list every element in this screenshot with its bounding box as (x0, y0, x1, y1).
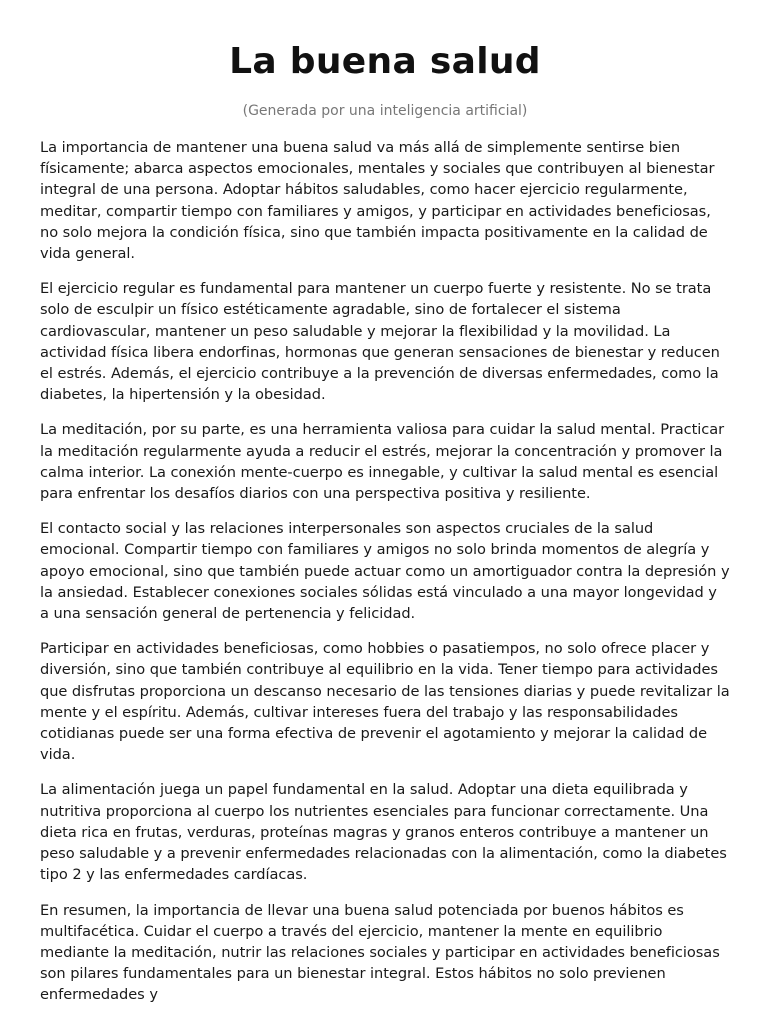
paragraph-exercise: El ejercicio regular es fundamental para mantener un cuerpo fuerte y resistente. No se trata solo de esculpir un físico estéticamente agradable, sino de fortalecer el sistema cardiovascular, mantener un peso saludable y mejorar la flexibilidad y la movilidad. La actividad física libera endorfinas, hormonas que generan sensaciones de bienestar y reducen el estrés. Además, el ejercicio contribuye a la prevención de diversas enfermedades, como la diabetes, la hipertensión y la obesidad. (40, 280, 720, 404)
paragraph-summary: En resumen, la importancia de llevar una buena salud potenciada por buenos hábitos es multifacética. Cuidar el cuerpo a través del ejercicio, mantener la mente en equilibrio mediante la meditación, nutrir las relaciones sociales y participar en actividades beneficiosas son pilares fundamentales para un bienestar integral. Estos hábitos no solo previenen enfermedades y (40, 901, 720, 1004)
paragraph-social: El contacto social y las relaciones interpersonales son aspectos cruciales de la salud emocional. Compartir tiempo con familiares y amigos no solo brinda momentos de alegría y apoyo emocional, sino que también puede actuar como un amortiguador contra la depresión y la ansiedad. Establecer conexiones sociales sólidas está vinculado a una mayor longevidad y a una sensación general de pertenencia y felicidad. (40, 520, 730, 623)
page-subtitle: (Generada por una inteligencia artificial) (242, 103, 528, 119)
page-title: La buena salud (229, 41, 541, 82)
paragraph-meditation: La meditación, por su parte, es una herramienta valiosa para cuidar la salud mental. Practicar la meditación regularmente ayuda a reducir el estrés, mejorar la concentración y promover la calma interior. La conexión mente-cuerpo es innegable, y cultivar la salud mental es esencial para enfrentar los desafíos diarios con una perspectiva positiva y resiliente. (40, 421, 725, 503)
paragraph-intro: La importancia de mantener una buena salud va más allá de simplemente sentirse bien físicamente; abarca aspectos emocionales, mentales y sociales que contribuyen al bienestar integral de una persona. Adoptar hábitos saludables, como hacer ejercicio regularmente, meditar, compartir tiempo con familiares y amigos, y participar en actividades beneficiosas, no solo mejora la condición física, sino que también impacta positivamente en la calidad de vida general. (40, 139, 715, 263)
paragraph-nutrition: La alimentación juega un papel fundamental en la salud. Adoptar una dieta equilibrada y nutritiva proporciona al cuerpo los nutrientes esenciales para funcionar correctamente. Una dieta rica en frutas, verduras, proteínas magras y granos enteros contribuye a mantener un peso saludable y a prevenir enfermedades relacionadas con la alimentación, como la diabetes tipo 2 y las enfermedades cardíacas. (40, 781, 727, 884)
document-body (40, 137, 730, 1006)
paragraph-activities: Participar en actividades beneficiosas, como hobbies o pasatiempos, no solo ofrece placer y diversión, sino que también contribuye al equilibrio en la vida. Tener tiempo para actividades que disfrutas proporciona un descanso necesario de las tensiones diarias y puede revitalizar la mente y el espíritu. Además, cultivar intereses fuera del trabajo y las responsabilidades cotidianas puede ser una forma efectiva de prevenir el agotamiento y mejorar la calidad de vida. (40, 640, 730, 764)
